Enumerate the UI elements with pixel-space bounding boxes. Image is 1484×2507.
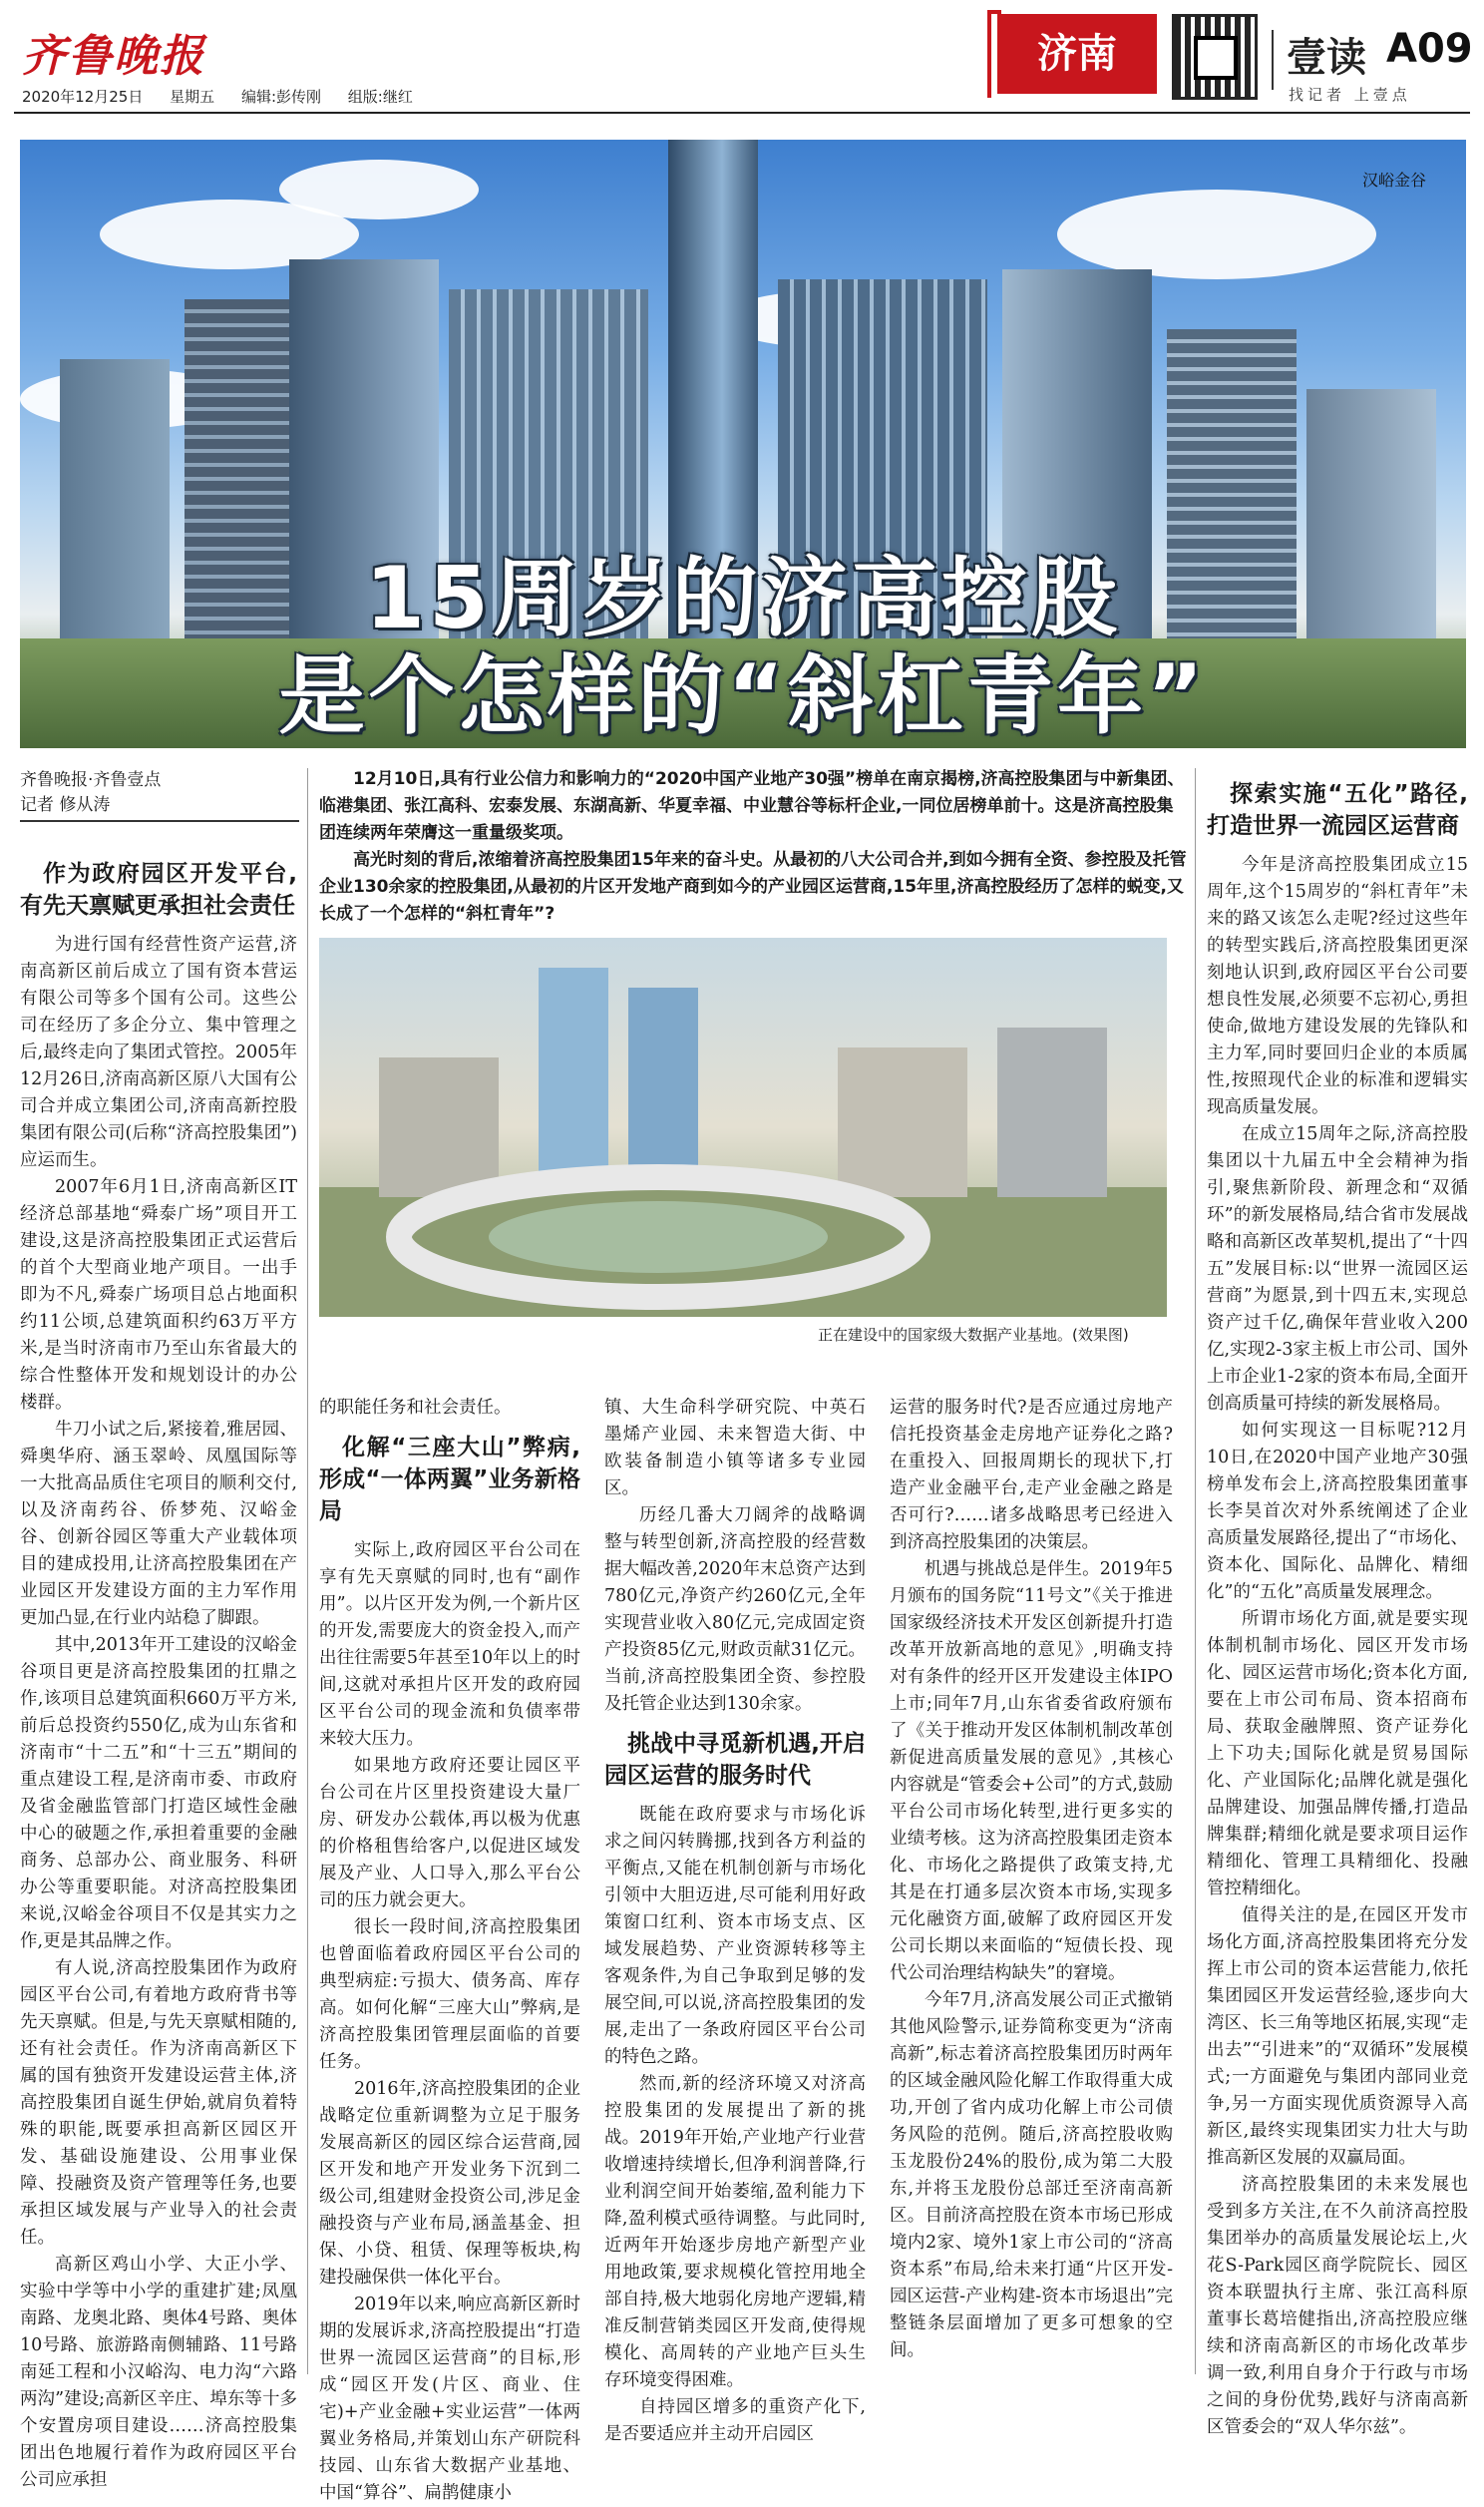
lead-paragraphs bbox=[319, 766, 1187, 928]
hero-credit: 汉峪金谷 bbox=[1361, 171, 1426, 190]
body-paragraph: 历经几番大刀阔斧的战略调整与转型创新,济高控股的经营数据大幅改善,2020年末总资产达到780亿元,净资产约260亿元,全年实现营业收入80亿元,完成固定资产投资85亿元,财政贡献31亿元。当前,济高控股集团全资、参控股及托管企业达到130余家。 bbox=[604, 1505, 866, 1714]
continued-text: 的职能任务和社会责任。 bbox=[319, 1398, 512, 1418]
editor-credit: 编辑:彭传刚 bbox=[240, 88, 321, 106]
body-paragraph: 既能在政府要求与市场化诉求之间闪转腾挪,找到各方利益的平衡点,又能在机制创新与市场化引领中大胆迈进,尽可能利用好政策窗口红利、资本市场支点、区域发展趋势、产业资源转移等主客观条件,为自己争取到足够的发展空间,可以说,济高控股集团的发展,走出了一条政府园区平台公司的特色之路。 bbox=[604, 1805, 866, 2067]
rendering-photo bbox=[319, 938, 1167, 1317]
body-paragraph: 运营的服务时代?是否应通过房地产信托投资基金走房地产证券化之路?在重投入、回报周期长的现状下,打造产业金融平台,走产业金融之路是否可行?……诸多战略思考已经进入到济高控股集团的决策层。 bbox=[890, 1398, 1173, 1552]
dateline bbox=[22, 86, 435, 107]
column-2 bbox=[319, 1395, 580, 2507]
page-number: A09 bbox=[1386, 26, 1473, 72]
section-heading: 探索实施“五化”路径,打造世界一流园区运营商 bbox=[1207, 781, 1468, 839]
body-paragraph: 2007年6月1日,济南高新区IT经济总部基地“舜泰广场”项目开工建设,这是济高控股集团正式运营后的首个大型商业地产项目。一出手即为不凡,舜泰广场项目总占地面积约11公顷,总建筑面积约63万平方米,是当时济南市乃至山东省最大的综合性整体开发和规划设计的办公楼群。 bbox=[20, 1177, 297, 1413]
body-paragraph: 然而,新的经济环境又对济高控股集团的发展提出了新的挑战。2019年开始,产业地产行业营收增速持续增长,但净利润普降,行业利润空间开始萎缩,盈利能力下降,盈利模式亟待调整。与此同时,近两年开始逐步房地产新型产业用地政策,要求规模化管控用地全部自持,极大地弱化房地产逻辑,精准反制营销类园区开发商,使得规模化、高周转的产业地产巨头生存环境变得困难。 bbox=[604, 2074, 866, 2390]
body-paragraph: 所谓市场化方面,就是要实现体制机制市场化、园区开发市场化、园区运营市场化;资本化方面,要在上市公司布局、资本招商布局、获取金融牌照、资产证券化上下功夫;国际化就是贸易国际化、产业国际化;品牌化就是强化品牌建设、加强品牌传播,打造品牌集群;精细化就是要求项目运作精细化、管理工具精细化、投融管控精细化。 bbox=[1207, 1609, 1468, 1898]
body-paragraph: 镇、大生命科学研究院、中英石墨烯产业园、未来智造大街、中欧装备制造小镇等诸多专业园区。 bbox=[604, 1398, 866, 1498]
section-heading: 化解“三座大山”弊病,形成“一体两翼”业务新格局 bbox=[319, 1435, 580, 1524]
headline-line-2: 是个怎样的“斜杠青年” bbox=[278, 646, 1208, 746]
byline-rule bbox=[20, 820, 299, 822]
body-paragraph: 2019年以来,响应高新区新时期的发展诉求,济高控股提出“打造世界一流园区运营商”的目标,形成“园区开发(片区、商业、住宅)+产业金融+实业运营”一体两翼业务格局,并策划山东产研院科技园、山东省大数据产业基地、中国“算谷”、扁鹊健康小 bbox=[319, 2295, 580, 2503]
body-paragraph: 2016年,济高控股集团的企业战略定位重新调整为立足于服务发展高新区的园区综合运营商,园区开发和地产开发业务下沉到二级公司,组建财金投资公司,涉足金融投资与产业布局,涵盖基金、担保、小贷、租赁、保理等板块,构建投融保供一体化平台。 bbox=[319, 2079, 580, 2288]
column-rule bbox=[1195, 768, 1196, 2374]
byline-reporter: 记者 修从涛 bbox=[20, 795, 111, 815]
column-5 bbox=[1207, 768, 1468, 2441]
column-3 bbox=[604, 1395, 866, 2448]
masthead-rule bbox=[14, 112, 1470, 114]
body-paragraph: 高新区鸡山小学、大正小学、实验中学等中小学的重建扩建;凤凰南路、龙奥北路、奥体4号路、奥体10号路、旅游路南侧辅路、11号路南延工程和小汉峪沟、电力沟“六路两沟”建设;高新区辛庄、埠东等十多个安置房项目建设……济高控股集团出色地履行着作为政府园区平台公司应承担 bbox=[20, 2255, 297, 2490]
body-paragraph: 有人说,济高控股集团作为政府园区平台公司,有着地方政府背书等先天禀赋。但是,与先天禀赋相随的,还有社会责任。作为济南高新区下属的国有独资开发建设运营主体,济高控股集团自诞生伊始,就肩负着特殊的职能,既要承担高新区园区开发、基础设施建设、公用事业保障、投融资及资产管理等任务,也要承担区域发展与产业导入的社会责任。 bbox=[20, 1958, 297, 2248]
body-paragraph: 如果地方政府还要让园区平台公司在片区里投资建设大量厂房、研发办公载体,再以极为优惠的价格租售给客户,以促进区域发展及产业、人口导入,那么平台公司的压力就会更大。 bbox=[319, 1756, 580, 1910]
body-paragraph: 如何实现这一目标呢?12月10日,在2020中国产业地产30强榜单发布会上,济高控股集团董事长李昊首次对外系统阐述了企业高质量发展路径,提出了“市场化、资本化、国际化、品牌化、精细化”的“五化”高质量发展理念。 bbox=[1207, 1421, 1468, 1602]
body-paragraph: 今年7月,济高发展公司正式撤销其他风险警示,证券简称变更为“济南高新”,标志着济高控股集团历时两年的区域金融风险化解工作取得重大成功,开创了省内成功化解上市公司债务风险的范例。随后,济高控股收购玉龙股份24%的股份,成为第二大股东,并将玉龙股份总部迁至济南高新区。目前济高控股在资本市场已形成境内2家、境外1家上市公司的“济高资本系”布局,给未来打通“片区开发-园区运营-产业构建-资本市场退出”完整链条层面增加了更多可想象的空间。 bbox=[890, 1990, 1173, 2360]
body-paragraph: 在成立15周年之际,济高控股集团以十九届五中全会精神为指引,聚焦新阶段、新理念和“双循环”的新发展格局,结合省市发展战略和高新区改革契机,提出了“十四五”发展目标:以“世界一流园区运营商”为愿景,到十四五末,实现总资产过千亿,确保年营业收入200亿,实现2-3家主板上市公司、国外上市企业1-2家的资本布局,全面开创高质量可持续的新发展格局。 bbox=[1207, 1124, 1468, 1414]
column-1 bbox=[20, 848, 297, 2494]
section-heading: 作为政府园区开发平台,有先天禀赋更承担社会责任 bbox=[20, 861, 297, 919]
body-paragraph: 为进行国有经营性资产运营,济南高新区前后成立了国有资本营运有限公司等多个国有公司。这些公司在经历了多企分立、集中管理之后,最终走向了集团式管控。2005年12月26日,济南高新区原八大国有公司合并成立集团公司,济南高新控股集团有限公司(后称“济高控股集团”)应运而生。 bbox=[20, 935, 297, 1170]
cloud bbox=[1057, 190, 1376, 279]
issue-weekday: 星期五 bbox=[170, 88, 215, 106]
column-4 bbox=[890, 1395, 1173, 2364]
reporter-slogan: 找记者 上壹点 bbox=[1289, 86, 1411, 104]
byline-source: 齐鲁晚报·齐鲁壹点 bbox=[20, 770, 162, 790]
section-heading: 挑战中寻觅新机遇,开启园区运营的服务时代 bbox=[604, 1731, 866, 1789]
byline bbox=[20, 768, 161, 818]
data-base-rendering bbox=[319, 938, 1167, 1317]
hero-image bbox=[20, 140, 1466, 748]
column-rule bbox=[307, 768, 308, 2374]
photo-caption: 正在建设中的国家级大数据产业基地。(效果图) bbox=[818, 1326, 1129, 1344]
lead-paragraph: 高光时刻的背后,浓缩着济高控股集团15年来的奋斗史。从最初的八大公司合并,到如今拥有全资、参控股及托管企业130余家的控股集团,从最初的片区开发地产商到如今的产业园区运营商,15年里,济高控股经历了怎样的蜕变,又长成了一个怎样的“斜杠青年”? bbox=[319, 850, 1187, 924]
lead-paragraph: 12月10日,具有行业公信力和影响力的“2020中国产业地产30强”榜单在南京揭榜,济高控股集团与中新集团、临港集团、张江高科、宏泰发展、东湖高新、华夏幸福、中业慧谷等标杆企业,一同位居榜单前十。这是济高控股集团连续两年荣膺这一重量级奖项。 bbox=[319, 769, 1185, 843]
page-name: 壹读 bbox=[1287, 35, 1366, 81]
body-paragraph: 牛刀小试之后,紧接着,雅居园、舜奥华府、涵玉翠岭、凤凰国际等一大批高品质住宅项目的顺利交付,以及济南药谷、侨梦苑、汉峪金谷、创新谷园区等重大产业载体项目的建成投用,让济高控股集团在产业园区开发建设方面的主力军作用更加凸显,在行业内站稳了脚跟。 bbox=[20, 1420, 297, 1628]
masthead-divider bbox=[1272, 30, 1274, 90]
issue-date: 2020年12月25日 bbox=[22, 88, 144, 106]
headline-line-1: 15周岁的济高控股 bbox=[365, 549, 1121, 648]
body-paragraph: 今年是济高控股集团成立15周年,这个15周岁的“斜杠青年”未来的路又该怎么走呢?经过这些年的转型实践后,济高控股集团更深刻地认识到,政府园区平台公司要想良性发展,必须要不忘初心,勇担使命,做地方建设发展的先锋队和主力军,同时要回归企业的本质属性,按照现代企业的标准和逻辑实现高质量发展。 bbox=[1207, 855, 1468, 1117]
qr-code-center bbox=[1194, 36, 1238, 80]
body-paragraph: 值得关注的是,在园区开发市场化方面,济高控股集团将充分发挥上市公司的资本运营能力,依托集团园区开发运营经验,逐步向大湾区、长三角等地区拓展,实现“走出去”“引进来”的“双循环”发展模式;一方面避免与集团内部同业竞争,另一方面实现优质资源导入高新区,最终实现集团实力壮大与助推高新区发展的双赢局面。 bbox=[1207, 1905, 1468, 2168]
newspaper-logo: 齐鲁晚报 bbox=[22, 31, 205, 82]
cloud bbox=[279, 160, 479, 219]
body-paragraph: 济高控股集团的未来发展也受到多方关注,在不久前济高控股集团举办的高质量发展论坛上,火花S-Park园区商学院院长、园区资本联盟执行主席、张江高科原董事长葛培健指出,济高控股应继续和济南高新区的市场化改革步调一致,利用自身介于行政与市场之间的身份优势,践好与济南高新区管委会的“双人华尔兹”。 bbox=[1207, 2175, 1468, 2437]
body-paragraph: 很长一段时间,济高控股集团也曾面临着政府园区平台公司的典型病症:亏损大、债务高、库存高。如何化解“三座大山”弊病,是济高控股集团管理层面临的首要任务。 bbox=[319, 1917, 580, 2072]
section-tag: 济南 bbox=[997, 14, 1157, 94]
body-paragraph: 机遇与挑战总是伴生。2019年5月颁布的国务院“11号文”《关于推进国家级经济技术开发区创新提升打造改革开放新高地的意见》,明确支持对有条件的经开区开发建设主体IPO上市;同年7月,山东省委省政府颁布了《关于推动开发区体制机制改革创新促进高质量发展的意见》,其核心内容就是“管委会+公司”的方式,鼓励平台公司市场化转型,进行更多实的业绩考核。这为济高控股集团走资本化、市场化之路提供了政策支持,尤其是在打通多层次资本市场,实现多元化融资方面,破解了政府园区开发公司长期以来面临的“短债长投、现代公司治理结构缺失”的窘境。 bbox=[890, 1559, 1173, 1983]
body-paragraph: 自持园区增多的重资产化下,是否要适应并主动开启园区 bbox=[604, 2397, 866, 2444]
body-paragraph: 实际上,政府园区平台公司在享有先天禀赋的同时,也有“副作用”。以片区开发为例,一个新片区的开发,需要庞大的资金投入,而产出往往需要5年甚至10年以上的时间,这就对承担片区开发的政府园区平台公司的现金流和负债率带来较大压力。 bbox=[319, 1540, 580, 1749]
body-paragraph: 其中,2013年开工建设的汉峪金谷项目更是济高控股集团的扛鼎之作,该项目总建筑面积660万平方米,前后总投资约550亿,成为山东省和济南市“十二五”和“十三五”期间的重点建设工程,是济南市委、市政府及省金融监管部门打造区域性金融中心的破题之作,承担着重要的金融商务、总部办公、商业服务、科研办公等重要职能。对济高控股集团来说,汉峪金谷项目不仅是其实力之作,更是其品牌之作。 bbox=[20, 1635, 297, 1951]
layout-credit: 组版:继红 bbox=[347, 88, 413, 106]
